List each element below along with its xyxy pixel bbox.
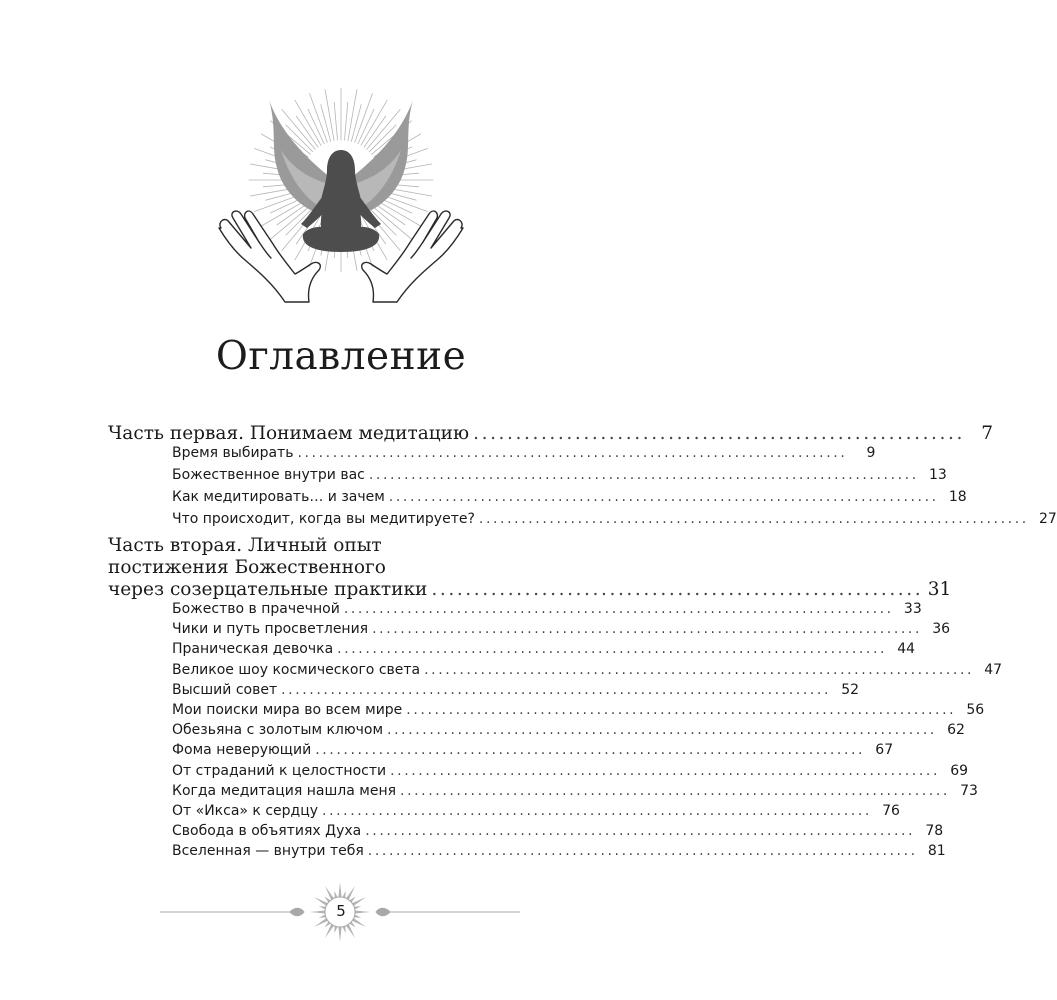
leader-dots: .............................................................................. bbox=[297, 445, 848, 461]
toc-page-number: 27 bbox=[1038, 511, 1057, 527]
toc-chapter-title: Чики и путь просветления bbox=[172, 621, 369, 638]
toc-page-number: 9 bbox=[866, 445, 876, 461]
toc-chapter-entry[interactable] bbox=[172, 803, 900, 819]
toc-chapter-title: Когда медитация нашла меня bbox=[172, 782, 397, 799]
leader-dots: .............................................................................. bbox=[315, 742, 866, 759]
leader-dots: .............................................................................. bbox=[400, 782, 950, 799]
leader-dots: .............................................................................. bbox=[390, 762, 941, 779]
toc-page-number: 62 bbox=[947, 722, 965, 739]
leader-dots: .............................................................................. bbox=[343, 601, 894, 617]
toc-chapter-title: Божество в прачечной bbox=[172, 601, 340, 617]
toc-page-number: 18 bbox=[948, 489, 967, 505]
leader-dots: .............................................................................. bbox=[478, 511, 1029, 527]
toc-chapter-entry[interactable] bbox=[172, 511, 1057, 527]
toc-page-number: 36 bbox=[932, 621, 951, 638]
toc-part-title: Часть первая. Понимаем медитацию bbox=[108, 423, 470, 444]
toc-chapter-entry[interactable] bbox=[172, 843, 946, 860]
toc-chapter-title: Божественное внутри вас bbox=[172, 467, 365, 483]
leader-dots: .............................................................................. bbox=[424, 661, 975, 678]
toc-chapter-title: Время выбирать bbox=[172, 445, 294, 461]
leader-dots: .......................................................... bbox=[473, 423, 965, 444]
toc-chapter-title: Великое шоу космического света bbox=[172, 661, 421, 678]
toc-chapter-entry[interactable] bbox=[172, 742, 894, 759]
toc-page-number: 81 bbox=[927, 843, 946, 860]
toc-chapter-entry[interactable] bbox=[172, 641, 916, 658]
toc-chapter-entry[interactable] bbox=[172, 445, 876, 461]
leader-dots: .......................................................... bbox=[431, 579, 924, 600]
leader-dots: .............................................................................. bbox=[388, 489, 939, 505]
toc-chapter-title: Праническая девочка bbox=[172, 641, 334, 658]
leader-dots: .............................................................................. bbox=[322, 803, 872, 819]
toc-chapter-entry[interactable] bbox=[172, 722, 965, 739]
leader-dots: .............................................................................. bbox=[368, 467, 919, 483]
toc-chapter-title: Высший совет bbox=[172, 681, 278, 698]
toc-chapter-title: Обезьяна с золотым ключом bbox=[172, 722, 384, 739]
toc-page-number: 56 bbox=[966, 702, 985, 718]
toc-part-2-line-1: Часть вторая. Личный опыт bbox=[108, 535, 382, 556]
toc-chapter-entry[interactable] bbox=[172, 601, 922, 617]
toc-chapter-entry[interactable] bbox=[172, 489, 967, 505]
leader-dots: .............................................................................. bbox=[281, 681, 832, 698]
toc-chapter-title: Что происходит, когда вы медитируете? bbox=[172, 511, 475, 527]
toc-page-number: 13 bbox=[928, 467, 947, 483]
toc-chapter-entry[interactable] bbox=[172, 661, 1003, 678]
meditating-angel-hands-icon bbox=[211, 88, 471, 318]
leader-dots: .............................................................................. bbox=[337, 641, 888, 658]
leader-dots: .............................................................................. bbox=[372, 621, 923, 638]
toc-page-number: 7 bbox=[981, 423, 993, 444]
toc-chapter-title: Мои поиски мира во всем мире bbox=[172, 702, 403, 718]
toc-page-number: 31 bbox=[927, 579, 952, 600]
toc-page-number: 33 bbox=[903, 601, 922, 617]
toc-chapter-title: От «Икса» к сердцу bbox=[172, 803, 319, 819]
toc-chapter-entry[interactable] bbox=[172, 823, 944, 840]
toc-part-title: через созерцательные практики bbox=[108, 579, 428, 600]
toc-chapter-title: От страданий к целостности bbox=[172, 762, 387, 779]
toc-chapter-entry[interactable] bbox=[172, 621, 951, 638]
toc-page-number: 69 bbox=[950, 762, 969, 779]
toc-chapter-entry[interactable] bbox=[172, 702, 985, 718]
toc-page-number: 44 bbox=[897, 641, 916, 658]
toc-page-number: 78 bbox=[925, 823, 944, 840]
toc-chapter-title: Как медитировать… и зачем bbox=[172, 489, 385, 505]
toc-part-1[interactable] bbox=[108, 423, 993, 444]
toc-chapter-entry[interactable] bbox=[172, 681, 860, 698]
page-title: Оглавление bbox=[215, 334, 467, 379]
leader-dots: .............................................................................. bbox=[365, 823, 916, 840]
leader-dots: .............................................................................. bbox=[406, 702, 957, 718]
leader-dots: .............................................................................. bbox=[387, 722, 937, 739]
toc-page-number: 47 bbox=[984, 661, 1003, 678]
toc-chapter-entry[interactable] bbox=[172, 782, 978, 799]
page-number: 5 bbox=[336, 902, 346, 920]
toc-part-2-line-2: постижения Божественного bbox=[108, 557, 386, 578]
toc-chapter-entry[interactable] bbox=[172, 762, 969, 779]
leader-dots: .............................................................................. bbox=[367, 843, 918, 860]
toc-page-number: 52 bbox=[841, 681, 860, 698]
toc-page-number: 67 bbox=[875, 742, 894, 759]
toc-chapter-title: Вселенная — внутри тебя bbox=[172, 843, 364, 860]
toc-part-2[interactable] bbox=[108, 579, 952, 600]
toc-chapter-title: Фома неверующий bbox=[172, 742, 312, 759]
toc-chapter-title: Свобода в объятиях Духа bbox=[172, 823, 362, 840]
toc-chapter-entry[interactable] bbox=[172, 467, 947, 483]
toc-page-number: 73 bbox=[960, 782, 978, 799]
toc-page-number: 76 bbox=[882, 803, 900, 819]
